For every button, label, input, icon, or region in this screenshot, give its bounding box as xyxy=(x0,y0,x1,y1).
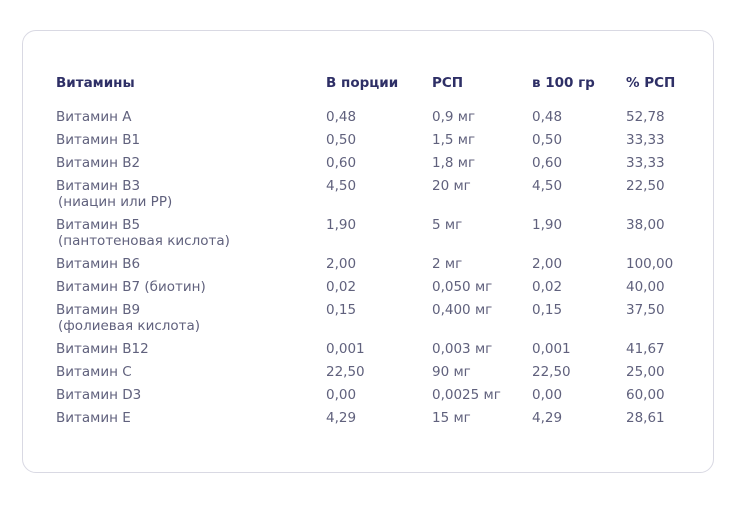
header-serving: В порции xyxy=(326,75,399,91)
rsp-percent-cell: 38,00 xyxy=(626,217,665,233)
per-100g-cell: 0,15 xyxy=(532,302,563,318)
table-row xyxy=(56,302,706,341)
vitamin-table-card xyxy=(22,30,714,473)
vitamin-name: Витамин В12 xyxy=(56,341,149,357)
rsp-cell: 0,9 мг xyxy=(432,109,476,125)
serving-cell: 2,00 xyxy=(326,256,357,272)
vitamin-name-cell xyxy=(56,341,326,364)
table-row xyxy=(56,256,706,279)
serving-cell: 4,50 xyxy=(326,178,357,194)
serving-cell: 0,02 xyxy=(326,279,357,295)
rsp-cell: 0,0025 мг xyxy=(432,387,501,403)
per-100g-cell: 0,00 xyxy=(532,387,563,403)
table-row xyxy=(56,410,706,433)
vitamin-name: Витамин В5 xyxy=(56,217,141,233)
rsp-cell: 15 мг xyxy=(432,410,471,426)
rsp-cell: 0,400 мг xyxy=(432,302,493,318)
vitamin-name: Витамин В9 xyxy=(56,302,141,318)
table-row xyxy=(56,132,706,155)
table-row xyxy=(56,155,706,178)
table-row xyxy=(56,109,706,132)
table-row xyxy=(56,178,706,217)
vitamin-name-cell xyxy=(56,109,326,132)
header-vitamins: Витамины xyxy=(56,75,135,91)
serving-cell: 0,48 xyxy=(326,109,357,125)
serving-cell: 0,15 xyxy=(326,302,357,318)
vitamin-name-cell xyxy=(56,178,326,217)
rsp-percent-cell: 40,00 xyxy=(626,279,665,295)
rsp-cell: 90 мг xyxy=(432,364,471,380)
vitamin-name: Витамин Е xyxy=(56,410,131,426)
rsp-cell: 0,050 мг xyxy=(432,279,493,295)
rsp-percent-cell: 28,61 xyxy=(626,410,665,426)
vitamin-name: Витамин D3 xyxy=(56,387,142,403)
serving-cell: 4,29 xyxy=(326,410,357,426)
table-body xyxy=(56,109,706,433)
per-100g-cell: 4,29 xyxy=(532,410,563,426)
per-100g-cell: 0,02 xyxy=(532,279,563,295)
vitamin-name: Витамин В3 xyxy=(56,178,141,194)
vitamin-table xyxy=(56,75,706,433)
rsp-percent-cell: 33,33 xyxy=(626,132,665,148)
table-header xyxy=(56,75,706,109)
per-100g-cell: 0,48 xyxy=(532,109,563,125)
rsp-percent-cell: 25,00 xyxy=(626,364,665,380)
per-100g-cell: 1,90 xyxy=(532,217,563,233)
serving-cell: 0,60 xyxy=(326,155,357,171)
vitamin-name-cell xyxy=(56,387,326,410)
header-rsp-percent: % РСП xyxy=(626,75,676,91)
rsp-cell: 1,5 мг xyxy=(432,132,476,148)
per-100g-cell: 0,50 xyxy=(532,132,563,148)
header-per-100g: в 100 гр xyxy=(532,75,595,91)
rsp-percent-cell: 37,50 xyxy=(626,302,665,318)
per-100g-cell: 0,60 xyxy=(532,155,563,171)
vitamin-name-cell xyxy=(56,410,326,433)
serving-cell: 1,90 xyxy=(326,217,357,233)
header-row xyxy=(56,75,706,109)
vitamin-name-note: (пантотеновая кислота) xyxy=(58,233,230,249)
vitamin-name-cell xyxy=(56,132,326,155)
rsp-percent-cell: 41,67 xyxy=(626,341,665,357)
vitamin-name: Витамин В6 xyxy=(56,256,141,272)
vitamin-name-note: (фолиевая кислота) xyxy=(58,318,201,334)
vitamin-name-cell xyxy=(56,256,326,279)
per-100g-cell: 0,001 xyxy=(532,341,571,357)
vitamin-name-cell xyxy=(56,279,326,302)
per-100g-cell: 22,50 xyxy=(532,364,571,380)
per-100g-cell: 2,00 xyxy=(532,256,563,272)
rsp-percent-cell: 60,00 xyxy=(626,387,665,403)
rsp-percent-cell: 100,00 xyxy=(626,256,674,272)
header-rsp: РСП xyxy=(432,75,464,91)
serving-cell: 22,50 xyxy=(326,364,365,380)
vitamin-name: Витамин В2 xyxy=(56,155,141,171)
rsp-cell: 1,8 мг xyxy=(432,155,476,171)
per-100g-cell: 4,50 xyxy=(532,178,563,194)
serving-cell: 0,50 xyxy=(326,132,357,148)
table-row xyxy=(56,279,706,302)
rsp-percent-cell: 52,78 xyxy=(626,109,665,125)
vitamin-name: Витамин А xyxy=(56,109,132,125)
rsp-cell: 2 мг xyxy=(432,256,463,272)
rsp-cell: 0,003 мг xyxy=(432,341,493,357)
vitamin-name-cell xyxy=(56,217,326,256)
rsp-percent-cell: 33,33 xyxy=(626,155,665,171)
table-row xyxy=(56,217,706,256)
vitamin-name-cell xyxy=(56,302,326,341)
vitamin-name-cell xyxy=(56,155,326,178)
rsp-cell: 5 мг xyxy=(432,217,463,233)
vitamin-name: Витамин В1 xyxy=(56,132,141,148)
table-row xyxy=(56,341,706,364)
rsp-cell: 20 мг xyxy=(432,178,471,194)
table-row xyxy=(56,387,706,410)
serving-cell: 0,001 xyxy=(326,341,365,357)
vitamin-name: Витамин В7 (биотин) xyxy=(56,279,206,295)
vitamin-name-cell xyxy=(56,364,326,387)
table-row xyxy=(56,364,706,387)
vitamin-name-note: (ниацин или РР) xyxy=(58,194,173,210)
serving-cell: 0,00 xyxy=(326,387,357,403)
rsp-percent-cell: 22,50 xyxy=(626,178,665,194)
vitamin-name: Витамин С xyxy=(56,364,132,380)
